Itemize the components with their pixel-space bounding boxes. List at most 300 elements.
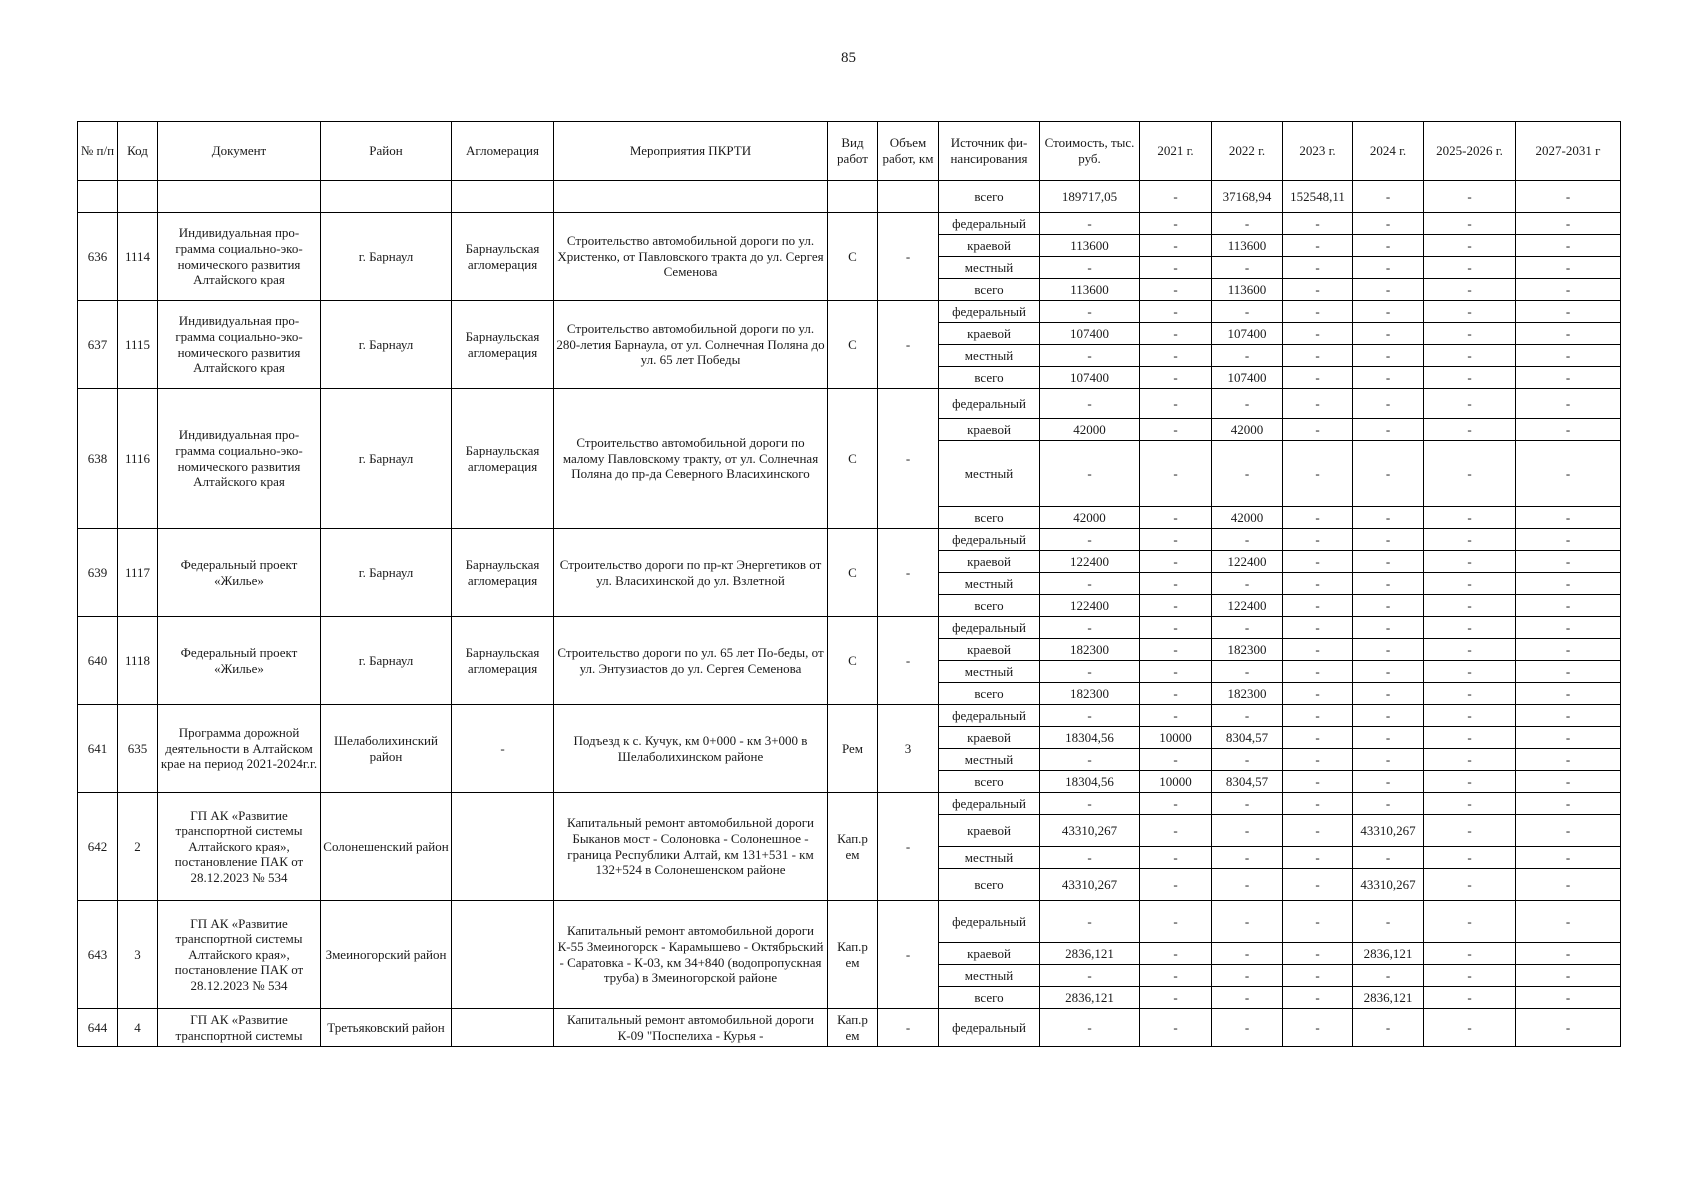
amount-cell: - xyxy=(1283,507,1353,529)
amount-cell: - xyxy=(1424,573,1516,595)
amount-cell: 122400 xyxy=(1040,551,1140,573)
measure-description: Строительство автомобильной дороги по малому Павловскому тракту, от ул. Солнечная Поляна до пр-да Северного Власихинского xyxy=(554,389,828,529)
amount-cell: - xyxy=(1516,793,1621,815)
column-header: 2021 г. xyxy=(1140,122,1212,181)
district-name: г. Барнаул xyxy=(321,529,452,617)
amount-cell: - xyxy=(1040,705,1140,727)
funding-source: краевой xyxy=(939,727,1040,749)
funding-source: федеральный xyxy=(939,301,1040,323)
table-row xyxy=(78,529,1621,551)
amount-cell: - xyxy=(1424,235,1516,257)
amount-cell: - xyxy=(1283,419,1353,441)
amount-cell: - xyxy=(1212,441,1283,507)
amount-cell: - xyxy=(1516,727,1621,749)
amount-cell: - xyxy=(1140,441,1212,507)
amount-cell: - xyxy=(1424,749,1516,771)
agglomeration-name: - xyxy=(452,705,554,793)
funding-source: федеральный xyxy=(939,705,1040,727)
amount-cell: - xyxy=(1212,573,1283,595)
work-type: Кап.р ем xyxy=(828,901,878,1009)
district-name: г. Барнаул xyxy=(321,213,452,301)
amount-cell: - xyxy=(1040,389,1140,419)
amount-cell: 18304,56 xyxy=(1040,771,1140,793)
district-name: Солонешенский район xyxy=(321,793,452,901)
amount-cell: 43310,267 xyxy=(1040,869,1140,901)
funding-source: местный xyxy=(939,749,1040,771)
amount-cell: - xyxy=(1283,815,1353,847)
amount-cell: - xyxy=(1424,323,1516,345)
amount-cell: - xyxy=(1424,639,1516,661)
amount-cell: - xyxy=(1424,279,1516,301)
amount-cell: - xyxy=(1140,595,1212,617)
amount-cell: - xyxy=(1516,529,1621,551)
amount-cell: - xyxy=(1424,617,1516,639)
amount-cell: - xyxy=(1212,847,1283,869)
amount-cell: - xyxy=(1283,771,1353,793)
amount-cell: - xyxy=(1283,987,1353,1009)
amount-cell: - xyxy=(1283,847,1353,869)
funding-source: местный xyxy=(939,847,1040,869)
row-code: 635 xyxy=(118,705,158,793)
amount-cell: - xyxy=(1040,965,1140,987)
amount-cell: - xyxy=(1140,279,1212,301)
amount-cell: - xyxy=(1283,301,1353,323)
amount-cell: 10000 xyxy=(1140,727,1212,749)
agglomeration-name: Барнаульская агломерация xyxy=(452,213,554,301)
funding-source: всего xyxy=(939,869,1040,901)
amount-cell: - xyxy=(1424,529,1516,551)
funding-source: федеральный xyxy=(939,617,1040,639)
amount-cell: 42000 xyxy=(1040,507,1140,529)
empty-cell xyxy=(78,181,118,213)
amount-cell: - xyxy=(1424,181,1516,213)
amount-cell: - xyxy=(1212,987,1283,1009)
amount-cell: - xyxy=(1140,683,1212,705)
amount-cell: - xyxy=(1424,389,1516,419)
agglomeration-name: Барнаульская агломерация xyxy=(452,389,554,529)
amount-cell: - xyxy=(1424,965,1516,987)
amount-cell: - xyxy=(1040,573,1140,595)
amount-cell: 113600 xyxy=(1212,279,1283,301)
amount-cell: - xyxy=(1353,529,1424,551)
amount-cell: - xyxy=(1212,529,1283,551)
amount-cell: - xyxy=(1516,683,1621,705)
amount-cell: - xyxy=(1140,815,1212,847)
amount-cell: - xyxy=(1424,901,1516,943)
amount-cell: 10000 xyxy=(1140,771,1212,793)
amount-cell: - xyxy=(1212,815,1283,847)
district-name: г. Барнаул xyxy=(321,617,452,705)
work-volume: - xyxy=(878,529,939,617)
amount-cell: - xyxy=(1516,595,1621,617)
district-name: Шелаболихинский район xyxy=(321,705,452,793)
measure-description: Строительство дороги по ул. 65 лет По-беды, от ул. Энтузиастов до ул. Сергея Семенова xyxy=(554,617,828,705)
amount-cell: - xyxy=(1140,419,1212,441)
work-volume: - xyxy=(878,617,939,705)
amount-cell: 107400 xyxy=(1212,323,1283,345)
work-type: С xyxy=(828,213,878,301)
amount-cell: - xyxy=(1040,345,1140,367)
amount-cell: - xyxy=(1212,301,1283,323)
column-header: Вид работ xyxy=(828,122,878,181)
amount-cell: 107400 xyxy=(1040,323,1140,345)
funding-source: местный xyxy=(939,345,1040,367)
row-number: 638 xyxy=(78,389,118,529)
agglomeration-name: Барнаульская агломерация xyxy=(452,301,554,389)
work-volume: 3 xyxy=(878,705,939,793)
amount-cell: - xyxy=(1424,683,1516,705)
empty-cell xyxy=(158,181,321,213)
amount-cell: - xyxy=(1040,301,1140,323)
funding-source: федеральный xyxy=(939,793,1040,815)
funding-source: местный xyxy=(939,573,1040,595)
amount-cell: - xyxy=(1516,389,1621,419)
column-header: 2025-2026 г. xyxy=(1424,122,1516,181)
amount-cell: - xyxy=(1424,213,1516,235)
column-header: Агломерация xyxy=(452,122,554,181)
amount-cell: - xyxy=(1516,847,1621,869)
investment-table xyxy=(77,121,1621,1047)
amount-cell: - xyxy=(1353,235,1424,257)
table-row xyxy=(78,901,1621,943)
work-type: Рем xyxy=(828,705,878,793)
amount-cell: - xyxy=(1353,279,1424,301)
measure-description: Капитальный ремонт автомобильной дороги К-09 "Поспелиха - Курья - xyxy=(554,1009,828,1047)
amount-cell: - xyxy=(1140,639,1212,661)
agglomeration-name: Барнаульская агломерация xyxy=(452,617,554,705)
funding-source: всего xyxy=(939,507,1040,529)
amount-cell: - xyxy=(1353,257,1424,279)
amount-cell: - xyxy=(1424,345,1516,367)
amount-cell: - xyxy=(1140,389,1212,419)
amount-cell: 18304,56 xyxy=(1040,727,1140,749)
amount-cell: 2836,121 xyxy=(1353,987,1424,1009)
amount-cell: - xyxy=(1212,749,1283,771)
row-code: 1116 xyxy=(118,389,158,529)
funding-source: краевой xyxy=(939,419,1040,441)
amount-cell: - xyxy=(1516,301,1621,323)
document-name: Индивидуальная про-грамма социально-эко-номического развития Алтайского края xyxy=(158,389,321,529)
amount-cell: - xyxy=(1424,1009,1516,1047)
amount-cell: - xyxy=(1283,213,1353,235)
amount-cell: - xyxy=(1516,235,1621,257)
amount-cell: - xyxy=(1140,793,1212,815)
amount-cell: 107400 xyxy=(1212,367,1283,389)
amount-cell: - xyxy=(1283,869,1353,901)
funding-source: всего xyxy=(939,987,1040,1009)
amount-cell: - xyxy=(1424,367,1516,389)
amount-cell: - xyxy=(1516,441,1621,507)
amount-cell: - xyxy=(1283,345,1353,367)
document-name: ГП АК «Развитие транспортной системы Алтайского края», постановление ПАК от 28.12.2023 № 534 xyxy=(158,901,321,1009)
work-volume: - xyxy=(878,793,939,901)
amount-cell: - xyxy=(1516,345,1621,367)
amount-cell: - xyxy=(1140,529,1212,551)
amount-cell: - xyxy=(1424,987,1516,1009)
empty-cell xyxy=(118,181,158,213)
funding-source: краевой xyxy=(939,551,1040,573)
work-volume: - xyxy=(878,213,939,301)
amount-cell: - xyxy=(1040,749,1140,771)
amount-cell: - xyxy=(1140,869,1212,901)
amount-cell: - xyxy=(1283,793,1353,815)
amount-cell: - xyxy=(1516,815,1621,847)
column-header: 2027-2031 г xyxy=(1516,122,1621,181)
funding-source: всего xyxy=(939,367,1040,389)
amount-cell: - xyxy=(1212,901,1283,943)
amount-cell: - xyxy=(1283,389,1353,419)
amount-cell: - xyxy=(1140,1009,1212,1047)
amount-cell: - xyxy=(1283,661,1353,683)
amount-cell: - xyxy=(1283,617,1353,639)
funding-source: всего xyxy=(939,595,1040,617)
measure-description: Капитальный ремонт автомобильной дороги Быканов мост - Солоновка - Солонешное - граница Республики Алтай, км 131+531 - км 132+524 в Солонешенском районе xyxy=(554,793,828,901)
district-name: г. Барнаул xyxy=(321,389,452,529)
row-number: 637 xyxy=(78,301,118,389)
row-code: 1117 xyxy=(118,529,158,617)
amount-cell: - xyxy=(1424,551,1516,573)
amount-cell: - xyxy=(1283,551,1353,573)
amount-cell: 107400 xyxy=(1040,367,1140,389)
empty-cell xyxy=(321,181,452,213)
amount-cell: - xyxy=(1140,617,1212,639)
row-number: 640 xyxy=(78,617,118,705)
amount-cell: - xyxy=(1516,639,1621,661)
amount-cell: - xyxy=(1353,323,1424,345)
amount-cell: - xyxy=(1212,661,1283,683)
empty-cell xyxy=(452,181,554,213)
column-header: Объем работ, км xyxy=(878,122,939,181)
amount-cell: - xyxy=(1283,279,1353,301)
amount-cell: - xyxy=(1424,869,1516,901)
funding-source: федеральный xyxy=(939,213,1040,235)
document-name: Федеральный проект «Жилье» xyxy=(158,617,321,705)
amount-cell: - xyxy=(1353,301,1424,323)
amount-cell: - xyxy=(1353,441,1424,507)
amount-cell: - xyxy=(1516,901,1621,943)
row-number: 636 xyxy=(78,213,118,301)
funding-source: краевой xyxy=(939,639,1040,661)
amount-cell: - xyxy=(1040,847,1140,869)
amount-cell: - xyxy=(1353,749,1424,771)
document-name: Индивидуальная про-грамма социально-эко-номического развития Алтайского края xyxy=(158,213,321,301)
amount-cell: 43310,267 xyxy=(1353,815,1424,847)
amount-cell: - xyxy=(1353,639,1424,661)
amount-cell: - xyxy=(1140,661,1212,683)
amount-cell: 152548,11 xyxy=(1283,181,1353,213)
amount-cell: - xyxy=(1040,901,1140,943)
amount-cell: - xyxy=(1353,965,1424,987)
row-number: 642 xyxy=(78,793,118,901)
table-row xyxy=(78,389,1621,419)
amount-cell: 42000 xyxy=(1212,419,1283,441)
table-row xyxy=(78,213,1621,235)
amount-cell: - xyxy=(1516,257,1621,279)
funding-source: всего xyxy=(939,683,1040,705)
empty-cell xyxy=(554,181,828,213)
amount-cell: - xyxy=(1283,727,1353,749)
amount-cell: - xyxy=(1283,965,1353,987)
funding-source: всего xyxy=(939,279,1040,301)
amount-cell: - xyxy=(1353,181,1424,213)
measure-description: Подъезд к с. Кучук, км 0+000 - км 3+000 в Шелаболихинском районе xyxy=(554,705,828,793)
amount-cell: - xyxy=(1140,181,1212,213)
row-number: 639 xyxy=(78,529,118,617)
document-name: ГП АК «Развитие транспортной системы Алтайского края», постановление ПАК от 28.12.2023 № 534 xyxy=(158,793,321,901)
table-body xyxy=(78,181,1621,1047)
amount-cell: - xyxy=(1283,595,1353,617)
amount-cell: - xyxy=(1424,727,1516,749)
amount-cell: - xyxy=(1212,869,1283,901)
amount-cell: 42000 xyxy=(1212,507,1283,529)
amount-cell: - xyxy=(1516,705,1621,727)
column-header: 2022 г. xyxy=(1212,122,1283,181)
table-row xyxy=(78,793,1621,815)
amount-cell: - xyxy=(1212,965,1283,987)
funding-source: краевой xyxy=(939,815,1040,847)
amount-cell: - xyxy=(1283,441,1353,507)
amount-cell: - xyxy=(1424,815,1516,847)
document-name: Индивидуальная про-грамма социально-эко-номического развития Алтайского края xyxy=(158,301,321,389)
amount-cell: - xyxy=(1353,847,1424,869)
amount-cell: 8304,57 xyxy=(1212,771,1283,793)
funding-source: всего xyxy=(939,181,1040,213)
amount-cell: - xyxy=(1040,441,1140,507)
amount-cell: - xyxy=(1283,901,1353,943)
funding-source: краевой xyxy=(939,323,1040,345)
amount-cell: - xyxy=(1140,573,1212,595)
amount-cell: - xyxy=(1516,367,1621,389)
funding-source: федеральный xyxy=(939,901,1040,943)
row-code: 3 xyxy=(118,901,158,1009)
work-volume: - xyxy=(878,901,939,1009)
amount-cell: - xyxy=(1140,301,1212,323)
amount-cell: 2836,121 xyxy=(1040,987,1140,1009)
funding-source: краевой xyxy=(939,235,1040,257)
amount-cell: - xyxy=(1140,749,1212,771)
row-number: 644 xyxy=(78,1009,118,1047)
work-volume: - xyxy=(878,301,939,389)
amount-cell: - xyxy=(1516,323,1621,345)
work-type: Кап.р ем xyxy=(828,793,878,901)
work-type: С xyxy=(828,389,878,529)
amount-cell: - xyxy=(1283,235,1353,257)
amount-cell: - xyxy=(1516,771,1621,793)
amount-cell: 113600 xyxy=(1040,279,1140,301)
amount-cell: 122400 xyxy=(1212,551,1283,573)
measure-description: Строительство автомобильной дороги по ул. Христенко, от Павловского тракта до ул. Сергея Семенова xyxy=(554,213,828,301)
row-code: 1115 xyxy=(118,301,158,389)
amount-cell: 42000 xyxy=(1040,419,1140,441)
amount-cell: 8304,57 xyxy=(1212,727,1283,749)
amount-cell: - xyxy=(1353,595,1424,617)
amount-cell: - xyxy=(1353,419,1424,441)
table-row xyxy=(78,617,1621,639)
funding-source: местный xyxy=(939,965,1040,987)
amount-cell: 113600 xyxy=(1212,235,1283,257)
funding-source: всего xyxy=(939,771,1040,793)
amount-cell: - xyxy=(1040,257,1140,279)
agglomeration-name xyxy=(452,901,554,1009)
amount-cell: - xyxy=(1140,847,1212,869)
amount-cell: - xyxy=(1140,235,1212,257)
amount-cell: - xyxy=(1212,257,1283,279)
measure-description: Капитальный ремонт автомобильной дороги К-55 Змеиногорск - Карамышево - Октябрьский - Саратовка - К-03, км 34+840 (водопропускная труба) в Змеиногорской районе xyxy=(554,901,828,1009)
amount-cell: - xyxy=(1424,301,1516,323)
amount-cell: 182300 xyxy=(1040,683,1140,705)
amount-cell: - xyxy=(1283,367,1353,389)
row-code: 2 xyxy=(118,793,158,901)
amount-cell: - xyxy=(1140,705,1212,727)
amount-cell: - xyxy=(1140,213,1212,235)
column-header: 2024 г. xyxy=(1353,122,1424,181)
amount-cell: - xyxy=(1353,573,1424,595)
amount-cell: - xyxy=(1424,419,1516,441)
amount-cell: - xyxy=(1212,213,1283,235)
amount-cell: - xyxy=(1040,1009,1140,1047)
amount-cell: - xyxy=(1516,617,1621,639)
amount-cell: - xyxy=(1353,683,1424,705)
table-row xyxy=(78,301,1621,323)
measure-description: Строительство дороги по пр-кт Энергетиков от ул. Власихинской до ул. Взлетной xyxy=(554,529,828,617)
amount-cell: - xyxy=(1424,793,1516,815)
document-name: Программа дорожной деятельности в Алтайском крае на период 2021-2024г.г. xyxy=(158,705,321,793)
document-name: ГП АК «Развитие транспортной системы xyxy=(158,1009,321,1047)
amount-cell: - xyxy=(1424,441,1516,507)
amount-cell: - xyxy=(1212,345,1283,367)
work-type: С xyxy=(828,529,878,617)
amount-cell: - xyxy=(1212,943,1283,965)
work-volume: - xyxy=(878,1009,939,1047)
amount-cell: - xyxy=(1283,1009,1353,1047)
amount-cell: - xyxy=(1140,901,1212,943)
document-name: Федеральный проект «Жилье» xyxy=(158,529,321,617)
funding-source: федеральный xyxy=(939,389,1040,419)
amount-cell: - xyxy=(1516,213,1621,235)
amount-cell: - xyxy=(1212,1009,1283,1047)
amount-cell: - xyxy=(1140,987,1212,1009)
column-header: Стоимость, тыс. руб. xyxy=(1040,122,1140,181)
amount-cell: - xyxy=(1140,965,1212,987)
amount-cell: - xyxy=(1353,213,1424,235)
work-type: С xyxy=(828,301,878,389)
amount-cell: - xyxy=(1140,257,1212,279)
amount-cell: - xyxy=(1424,705,1516,727)
column-header: Район xyxy=(321,122,452,181)
amount-cell: - xyxy=(1424,507,1516,529)
amount-cell: - xyxy=(1516,943,1621,965)
row-number: 643 xyxy=(78,901,118,1009)
amount-cell: 43310,267 xyxy=(1040,815,1140,847)
amount-cell: - xyxy=(1283,323,1353,345)
amount-cell: 43310,267 xyxy=(1353,869,1424,901)
amount-cell: - xyxy=(1283,257,1353,279)
amount-cell: - xyxy=(1140,507,1212,529)
amount-cell: - xyxy=(1140,367,1212,389)
amount-cell: - xyxy=(1424,595,1516,617)
amount-cell: 182300 xyxy=(1212,683,1283,705)
work-type: Кап.р ем xyxy=(828,1009,878,1047)
amount-cell: - xyxy=(1353,901,1424,943)
funding-source: местный xyxy=(939,661,1040,683)
column-header: Документ xyxy=(158,122,321,181)
table-row xyxy=(78,181,1621,213)
amount-cell: - xyxy=(1283,639,1353,661)
amount-cell: - xyxy=(1283,749,1353,771)
amount-cell: 37168,94 xyxy=(1212,181,1283,213)
amount-cell: - xyxy=(1040,529,1140,551)
funding-source: федеральный xyxy=(939,1009,1040,1047)
